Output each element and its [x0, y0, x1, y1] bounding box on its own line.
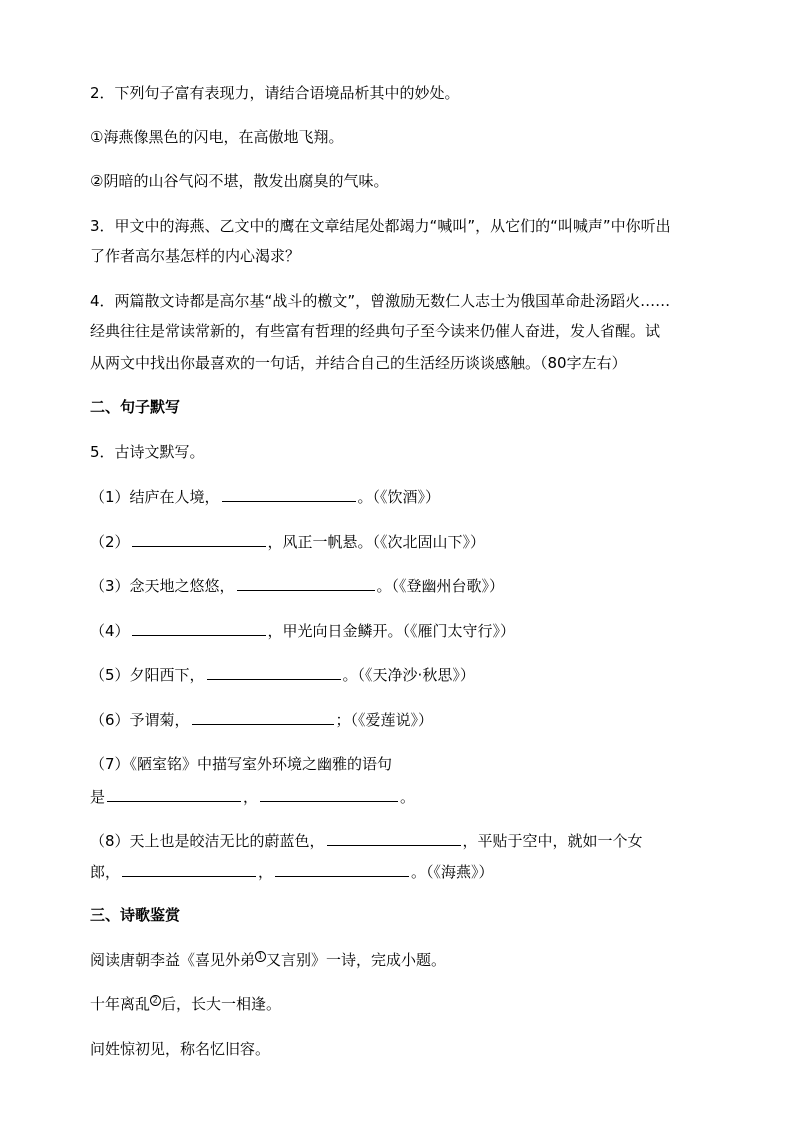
item-text: ，风正一帆悬。（《次北固山下》）	[267, 533, 486, 551]
answer-blank[interactable]	[275, 858, 409, 877]
answer-blank[interactable]	[122, 858, 256, 877]
question-4-line-1: 4．两篇散文诗都是高尔基“战斗的檄文”，曾激励无数仁人志士为俄国革命赴汤蹈火……	[90, 292, 671, 310]
item-text: ，	[243, 788, 259, 806]
answer-blank[interactable]	[192, 706, 334, 725]
question-5-title: 5．古诗文默写。	[90, 443, 205, 461]
item-text: ，平贴于空中，就如一个女	[462, 832, 643, 850]
question-4-line-3: 从两文中找出你最喜欢的一句话，并结合自己的生活经历谈谈感触。（80字左右）	[90, 354, 627, 372]
recitation-item-3	[90, 572, 504, 599]
footnote-marker[interactable]: 1	[255, 951, 266, 962]
item-text: （4）	[90, 622, 130, 640]
item-text: 郎，	[90, 863, 121, 881]
item-text: 。（《登幽州台歌》）	[376, 577, 505, 595]
recitation-item-8-line-1	[90, 827, 643, 854]
item-text: （1）结庐在人境，	[90, 488, 220, 506]
poem-intro	[90, 947, 446, 973]
item-text: 。（《海燕》）	[411, 863, 494, 881]
poem-line-1	[90, 991, 281, 1017]
question-4-line-2: 经典往往是常读常新的，有些富有哲理的经典句子至今读来仍催人奋进，发人省醒。试	[90, 322, 661, 340]
question-3-line-2: 了作者高尔基怎样的内心渴求？	[90, 247, 301, 265]
item-text: 十年离乱	[90, 995, 151, 1013]
answer-blank[interactable]	[260, 783, 398, 802]
answer-blank[interactable]	[237, 572, 375, 591]
question-2-item-1: ①海燕像黑色的闪电，在高傲地飞翔。	[90, 128, 344, 146]
item-text: ，甲光向日金鳞开。（《雁门太守行》）	[267, 622, 516, 640]
answer-blank[interactable]	[132, 528, 266, 547]
answer-blank[interactable]	[132, 617, 266, 636]
answer-blank[interactable]	[207, 661, 341, 680]
recitation-item-8-line-2	[90, 858, 494, 885]
item-text: ；（《爱莲说》）	[335, 711, 434, 729]
recitation-item-7-line-2	[90, 783, 415, 810]
recitation-item-5	[90, 661, 475, 688]
item-text: 。	[400, 788, 416, 806]
answer-blank[interactable]	[107, 783, 241, 802]
item-text: 。（《饮酒》）	[357, 488, 441, 506]
item-text: 阅读唐朝李益《喜见外弟	[90, 951, 256, 969]
section-3-heading: 三、诗歌鉴赏	[90, 906, 181, 924]
question-2-item-2: ②阴暗的山谷气闷不堪，散发出腐臭的气味。	[90, 172, 389, 190]
item-text: （2）	[90, 533, 130, 551]
footnote-marker[interactable]: 2	[150, 995, 161, 1006]
recitation-item-1	[90, 483, 440, 510]
item-text: 又言别》一诗，完成小题。	[266, 951, 447, 969]
recitation-item-6	[90, 706, 433, 733]
recitation-item-4	[90, 617, 515, 644]
poem-line-2: 问姓惊初见，称名忆旧容。	[90, 1040, 271, 1058]
recitation-item-2	[90, 528, 485, 555]
item-text: 。（《天净沙·秋思》）	[342, 666, 475, 684]
question-2-title: 2．下列句子富有表现力，请结合语境品析其中的妙处。	[90, 84, 460, 102]
question-3-line-1: 3．甲文中的海燕、乙文中的鹰在文章结尾处都竭力“喊叫”，从它们的“叫喊声”中你听出	[90, 217, 671, 235]
answer-blank[interactable]	[222, 483, 356, 502]
recitation-item-7-line-1: （7）《陋室铭》中描写室外环境之幽雅的语句	[90, 755, 393, 773]
item-text: 后，长大一相逢。	[161, 995, 282, 1013]
item-text: ，	[258, 863, 274, 881]
section-2-heading: 二、句子默写	[90, 398, 181, 416]
item-text: （5）夕阳西下，	[90, 666, 205, 684]
answer-blank[interactable]	[327, 827, 461, 846]
item-text: （8）天上也是皎洁无比的蔚蓝色，	[90, 832, 325, 850]
item-text: （3）念天地之悠悠，	[90, 577, 235, 595]
item-text: 是	[90, 788, 106, 806]
item-text: （6）予谓菊，	[90, 711, 190, 729]
